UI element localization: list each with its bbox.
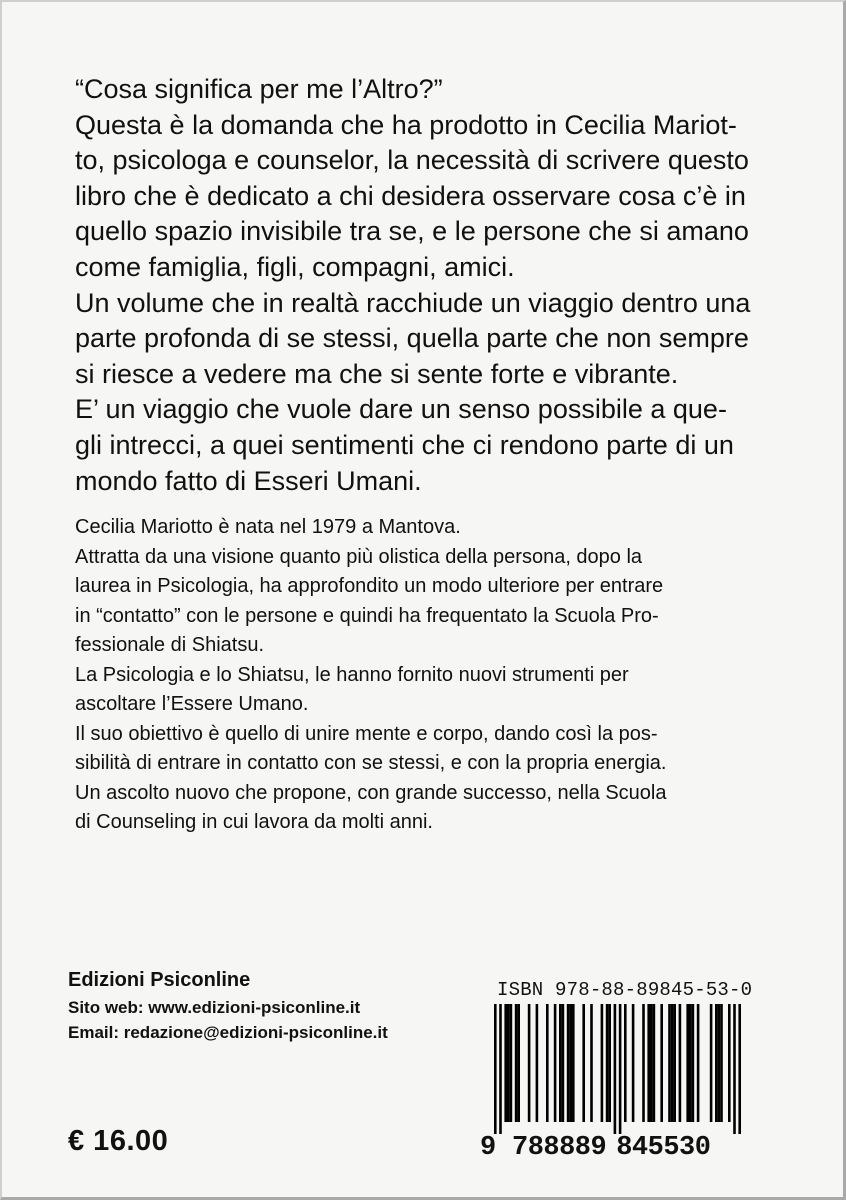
bio-line: Cecilia Mariotto è nata nel 1979 a Mantova.	[75, 516, 461, 538]
synopsis-line: libro che è dedicato a chi desidera osservare cosa c’è in	[75, 180, 746, 211]
barcode-bar	[619, 1004, 622, 1134]
barcode-bar	[718, 1004, 721, 1122]
barcode-bar	[671, 1004, 674, 1122]
publisher-name: Edizioni Psiconline	[68, 969, 251, 991]
barcode-bar	[601, 1004, 604, 1122]
barcode-bar	[733, 1004, 736, 1134]
barcode-bar	[624, 1004, 627, 1122]
synopsis-line: gli intrecci, a quei sentimenti che ci rendono parte di un	[75, 429, 734, 460]
barcode-bar	[673, 1004, 676, 1122]
barcode-bar	[728, 1004, 731, 1122]
barcode-bar	[572, 1004, 575, 1122]
barcode-bar	[738, 1004, 741, 1134]
barcode-bar	[554, 1004, 557, 1122]
synopsis-line: mondo fatto di Esseri Umani.	[75, 465, 422, 496]
barcode-bar	[720, 1004, 723, 1122]
barcode-bar	[715, 1004, 718, 1122]
barcode-bar	[515, 1004, 518, 1122]
synopsis-line: E’ un viaggio che vuole dare un senso possibile a que-	[75, 394, 727, 425]
publisher-block	[68, 965, 388, 1045]
barcode-bar	[510, 1004, 513, 1122]
bio-line: Un ascolto nuovo che propone, con grande successo, nella Scuola	[75, 781, 667, 804]
barcode-bar	[517, 1004, 520, 1122]
isbn-label: ISBN 978-88-89845-53-0	[497, 979, 753, 1001]
barcode-bar	[559, 1004, 562, 1122]
barcode-bar	[606, 1004, 609, 1122]
barcode-bar	[590, 1004, 593, 1122]
synopsis-line: “Cosa significa per me l’Altro?”	[75, 74, 443, 104]
barcode-bar	[689, 1004, 692, 1122]
barcode-bar	[668, 1004, 671, 1122]
bio-line: laurea in Psicologia, ha approfondito un modo ulteriore per entrare	[75, 575, 664, 597]
barcode-bar	[528, 1004, 531, 1122]
barcode-bar	[647, 1004, 650, 1122]
bio-line: sibilità di entrare in contatto con se stessi, e con la propria energia.	[75, 752, 667, 774]
barcode-bar	[660, 1004, 663, 1122]
synopsis-line: Un volume che in realtà racchiude un viaggio dentro una	[75, 287, 751, 318]
barcode-bar	[582, 1004, 585, 1122]
barcode-bar	[494, 1004, 497, 1134]
barcode-bar	[686, 1004, 689, 1122]
barcode-bar	[692, 1004, 695, 1122]
barcode-bar	[710, 1004, 713, 1122]
barcode-bar	[642, 1004, 645, 1122]
barcode-bar	[562, 1004, 565, 1122]
barcode-bar	[507, 1004, 510, 1122]
barcode-bar	[614, 1004, 617, 1134]
bio-line: fessionale di Shiatsu.	[75, 634, 265, 656]
synopsis-line: come famiglia, figli, compagni, amici.	[75, 251, 515, 282]
bio-line: di Counseling in cui lavora da molti anni.	[75, 811, 433, 833]
barcode-bar	[504, 1004, 507, 1122]
bio-line: in “contatto” con le persone e quindi ha frequentato la Scuola Pro-	[75, 604, 659, 627]
bio-line: La Psicologia e lo Shiatsu, le hanno fornito nuovi strumenti per	[75, 663, 629, 686]
synopsis-line: Questa è la domanda che ha prodotto in Cecilia Mariot-	[75, 109, 737, 140]
synopsis-line: to, psicologa e counselor, la necessità di scrivere questo	[75, 145, 749, 176]
barcode-digits-right: 845530	[616, 1133, 711, 1163]
synopsis-text	[75, 72, 775, 499]
barcode-bar	[569, 1004, 572, 1122]
publisher-website: Sito web: www.edizioni-psiconline.it	[68, 998, 361, 1017]
barcode-bar	[679, 1004, 682, 1122]
barcode-bar	[608, 1004, 611, 1122]
barcode-bar	[567, 1004, 570, 1122]
bio-line: ascoltare l’Essere Umano.	[75, 693, 309, 715]
barcode-digits	[480, 1133, 750, 1163]
publisher-email: Email: redazione@edizioni-psiconline.it	[68, 1023, 388, 1042]
barcode-bar	[546, 1004, 549, 1122]
barcode-bar	[632, 1004, 635, 1122]
barcode-digits-left: 788889	[512, 1133, 607, 1163]
synopsis-line: quello spazio invisibile tra se, e le persone che si amano	[75, 216, 749, 247]
bio-line: Attratta da una visione quanto più olistica della persona, dopo la	[75, 545, 643, 568]
barcode-bar	[650, 1004, 653, 1122]
barcode-digit-first: 9	[480, 1133, 497, 1163]
barcode-graphic	[484, 1004, 746, 1136]
synopsis-line: si riesce a vedere ma che si sente forte e vibrante.	[75, 358, 679, 389]
barcode-bar	[697, 1004, 700, 1122]
price-label: € 16.00	[68, 1125, 169, 1157]
barcode-bar	[653, 1004, 656, 1122]
barcode-bar	[536, 1004, 539, 1122]
bio-line: Il suo obiettivo è quello di unire mente e corpo, dando così la pos-	[75, 722, 658, 745]
author-bio	[75, 513, 777, 838]
barcode-bar	[499, 1004, 502, 1134]
synopsis-line: parte profonda di se stessi, quella parte che non sempre	[75, 323, 749, 354]
